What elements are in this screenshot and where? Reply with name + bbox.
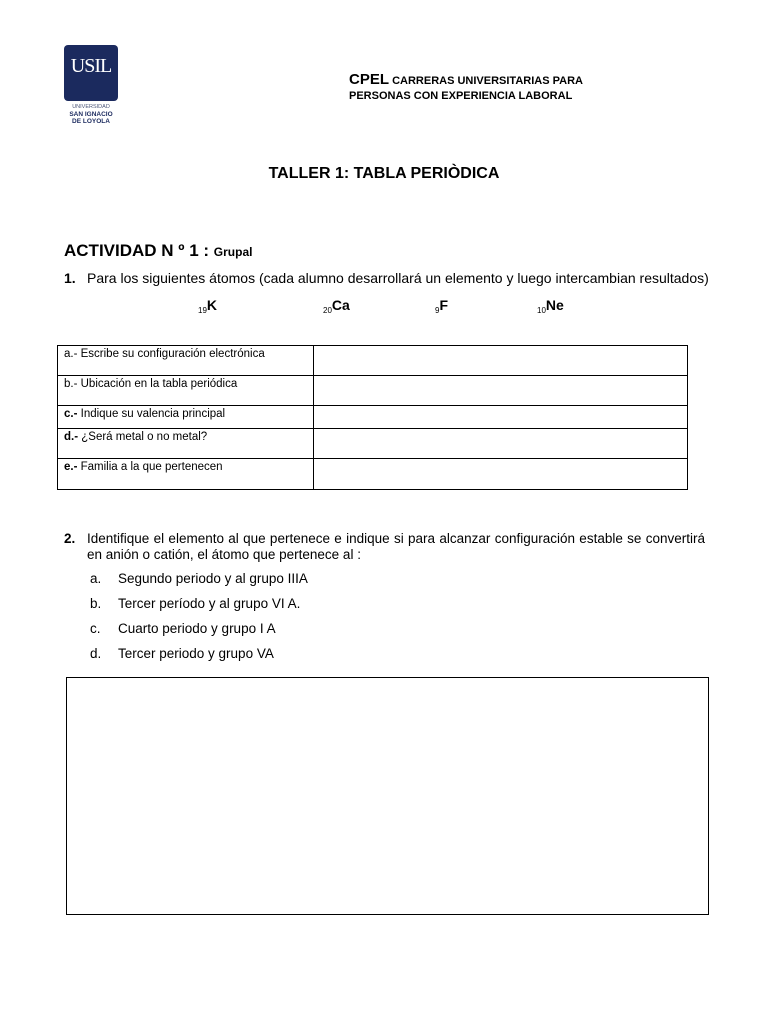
atomic-number: 20 [323,306,332,315]
option-text: Segundo periodo y al grupo IIIA [118,571,308,586]
answer-box[interactable] [66,677,709,915]
atom-symbol: Ne [545,297,564,313]
atomic-number: 10 [537,306,546,315]
option-letter: d. [90,646,102,661]
row-text: ¿Será metal o no metal? [81,431,208,443]
logo-caption-line: DE LOYOLA [72,118,110,125]
question-1-table [57,345,688,490]
question-1 [64,270,709,286]
question-2-option [90,621,276,636]
question-2-option [90,571,308,586]
option-letter: c. [90,621,101,636]
atom-symbol: Ca [331,297,350,313]
row-prompt [58,459,314,490]
row-prompt [58,406,314,429]
table-row [58,346,688,376]
option-letter: b. [90,596,102,611]
answer-cell[interactable] [314,346,688,376]
question-number: 2. [64,531,76,546]
row-letter: c.- [64,408,78,420]
option-letter: a. [90,571,102,586]
option-text: Tercer período y al grupo VI A. [118,596,301,611]
header-line-1-text: CARRERAS UNIVERSITARIAS PARA [392,75,583,87]
question-number: 1. [64,270,76,286]
logo-caption-line: SAN IGNACIO [69,111,113,118]
row-letter: a.- [64,348,78,360]
question-2-option [90,646,274,661]
question-2 [64,531,705,563]
table-row [58,406,688,429]
row-text: Ubicación en la tabla periódica [80,378,238,390]
answer-cell[interactable] [314,459,688,490]
question-1-text: Para los siguientes átomos (cada alumno desarrollará un elemento y luego intercambian resultados) [87,270,709,286]
question-2-text: Identifique el elemento al que pertenece e indique si para alcanzar configuración estable se convertirá en anión o catión, el átomo que pertenece al : [87,531,705,562]
atomic-number: 9 [435,306,440,315]
atom-calcium [323,297,350,313]
table-row [58,459,688,490]
row-prompt [58,376,314,406]
atom-potassium [198,297,217,313]
question-2-option [90,596,300,611]
row-prompt [58,346,314,376]
header-line-1 [349,71,583,88]
option-text: Tercer periodo y grupo VA [118,646,274,661]
row-prompt [58,429,314,459]
logo-mark: USIL [70,55,112,77]
atom-symbol: F [439,297,449,313]
row-letter: e.- [64,461,78,473]
atom-neon [537,297,564,313]
activity-label: ACTIVIDAD N º 1 : [64,241,210,260]
activity-heading [64,241,252,261]
row-text: Familia a la que pertenecen [80,461,223,473]
logo-caption-line: UNIVERSIDAD [72,104,110,110]
activity-type: Grupal [213,245,253,259]
answer-cell[interactable] [314,429,688,459]
option-text: Cuarto periodo y grupo I A [118,621,276,636]
table-row [58,376,688,406]
row-text: Escribe su configuración electrónica [80,348,265,360]
document-title: TALLER 1: TABLA PERIÒDICA [268,165,500,182]
header-line-2: PERSONAS CON EXPERIENCIA LABORAL [349,90,573,102]
answer-cell[interactable] [314,376,688,406]
row-letter: d.- [64,431,79,443]
answer-cell[interactable] [314,406,688,429]
atom-fluorine [435,297,448,313]
row-letter: b.- [64,378,78,390]
row-text: Indique su valencia principal [80,408,226,420]
table-row [58,429,688,459]
atomic-number: 19 [198,306,207,315]
atom-symbol: K [206,297,218,313]
header-acronym: CPEL [349,71,390,88]
